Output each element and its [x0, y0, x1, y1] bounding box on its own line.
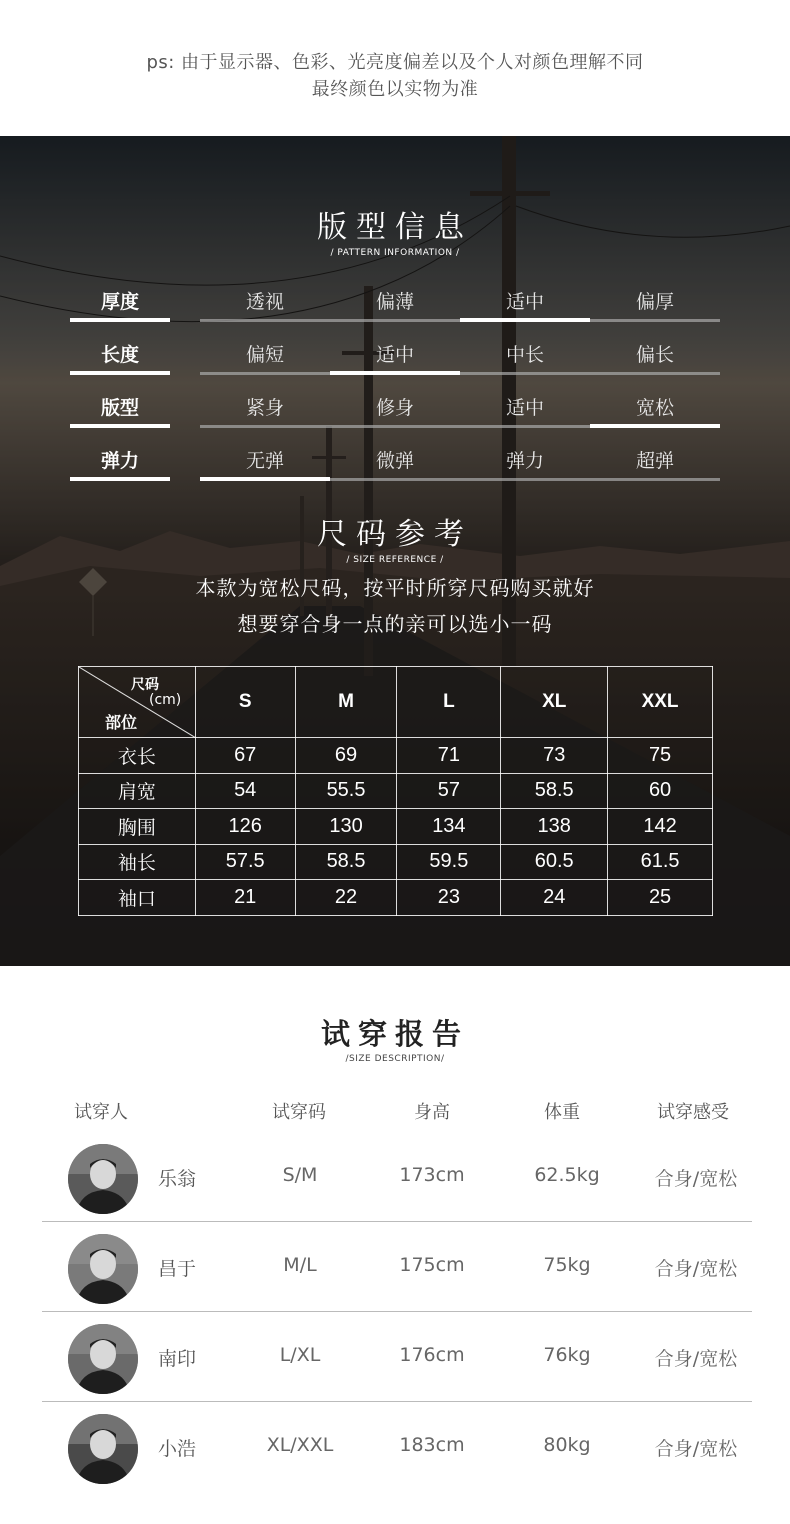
- pattern-option: 适中: [505, 291, 544, 313]
- try-on-report-title: 试穿报告: [320, 1017, 469, 1051]
- pattern-info-title: 版型信息: [317, 210, 473, 245]
- pattern-label-underline: [70, 371, 170, 375]
- size-advice-line-2: 想要穿合身一点的亲可以选小一码: [237, 612, 553, 636]
- pattern-option: 适中: [505, 397, 544, 419]
- pattern-row-label: 长度: [100, 344, 139, 366]
- measurement-value: 25: [608, 880, 713, 916]
- size-advice-line-1: 本款为宽松尺码，按平时所穿尺码购买就好: [195, 576, 595, 600]
- measurement-value: 126: [195, 809, 295, 845]
- measurement-value: 55.5: [295, 773, 397, 809]
- measurement-value: 22: [295, 880, 397, 916]
- measurement-value: 69: [295, 738, 397, 774]
- pattern-option: 中长: [505, 344, 544, 366]
- tester-height: 175cm: [399, 1254, 465, 1276]
- tester-name: 昌于: [158, 1258, 197, 1280]
- pattern-row-label: 弹力: [100, 450, 139, 472]
- tester-feel: 合身/宽松: [654, 1258, 738, 1280]
- tester-row: [42, 1402, 752, 1492]
- pattern-info-grid: [70, 281, 720, 493]
- pattern-option: 紧身: [245, 397, 284, 419]
- pattern-row: [70, 334, 720, 387]
- tester-height: 176cm: [399, 1344, 465, 1366]
- tester-size: L/XL: [279, 1344, 321, 1366]
- tester-size: M/L: [283, 1254, 317, 1276]
- pattern-row: [70, 281, 720, 334]
- pattern-label-underline: [70, 424, 170, 428]
- tester-weight: 75kg: [543, 1254, 591, 1276]
- pattern-scale-track: [200, 372, 720, 375]
- tester-avatar: [68, 1234, 138, 1304]
- measurement-value: 59.5: [397, 844, 501, 880]
- pattern-selected-marker: [330, 371, 460, 375]
- pattern-row-label: 版型: [100, 397, 139, 419]
- size-table-row: [79, 773, 713, 809]
- measurement-value: 73: [501, 738, 608, 774]
- tester-row: [42, 1132, 752, 1222]
- table-corner-cell: [79, 667, 196, 738]
- size-info-panel: [0, 136, 790, 966]
- pattern-option: 适中: [375, 344, 414, 366]
- pattern-option: 偏厚: [635, 291, 674, 313]
- size-column-header: XXL: [608, 667, 713, 738]
- corner-unit-label: (cm): [149, 692, 182, 708]
- size-table-row: [79, 809, 713, 845]
- size-reference-heading: [0, 509, 790, 565]
- measurement-part: 袖长: [79, 844, 196, 880]
- tester-size: XL/XXL: [266, 1434, 334, 1456]
- tester-feel: 合身/宽松: [654, 1438, 738, 1460]
- tester-weight: 80kg: [543, 1434, 591, 1456]
- pattern-info-subtitle: / PATTERN INFORMATION /: [330, 248, 460, 258]
- size-reference-title: 尺码参考: [317, 517, 473, 552]
- pattern-selected-marker: [590, 424, 720, 428]
- pattern-row: [70, 387, 720, 440]
- size-chart-table: [78, 666, 713, 916]
- color-disclaimer: [0, 0, 790, 136]
- measurement-value: 134: [397, 809, 501, 845]
- disclaimer-line-2: 最终颜色以实物为准: [311, 79, 479, 100]
- tester-avatar: [68, 1324, 138, 1394]
- tester-name: 南印: [158, 1348, 197, 1370]
- pattern-selected-marker: [200, 477, 330, 481]
- tester-size: S/M: [282, 1164, 318, 1186]
- disclaimer-line-1: ps: 由于显示器、色彩、光亮度偏差以及个人对颜色理解不同: [146, 52, 644, 73]
- size-table-row: [79, 844, 713, 880]
- tester-height: 173cm: [399, 1164, 465, 1186]
- header-height: 身高: [414, 1102, 450, 1123]
- measurement-value: 21: [195, 880, 295, 916]
- header-tester: 试穿人: [74, 1102, 128, 1123]
- measurement-value: 24: [501, 880, 608, 916]
- measurement-value: 138: [501, 809, 608, 845]
- measurement-value: 61.5: [608, 844, 713, 880]
- size-column-header: XL: [501, 667, 608, 738]
- pattern-info-heading: [0, 202, 790, 258]
- tester-height: 183cm: [399, 1434, 465, 1456]
- size-reference-subtitle: / SIZE REFERENCE /: [346, 555, 444, 565]
- measurement-value: 57.5: [195, 844, 295, 880]
- measurement-value: 58.5: [295, 844, 397, 880]
- header-feeling: 试穿感受: [657, 1102, 729, 1123]
- try-on-report-heading: [0, 1012, 790, 1064]
- tester-name: 乐翁: [158, 1168, 197, 1190]
- measurement-value: 58.5: [501, 773, 608, 809]
- pattern-option: 偏短: [245, 344, 284, 366]
- pattern-option: 弹力: [505, 450, 544, 472]
- pattern-option: 微弹: [375, 450, 414, 472]
- measurement-value: 71: [397, 738, 501, 774]
- tester-name: 小浩: [158, 1438, 197, 1460]
- measurement-value: 67: [195, 738, 295, 774]
- tester-row: [42, 1312, 752, 1402]
- pattern-selected-marker: [460, 318, 590, 322]
- measurement-part: 胸围: [79, 809, 196, 845]
- header-size: 试穿码: [272, 1102, 326, 1123]
- pattern-option: 宽松: [635, 397, 674, 419]
- pattern-option: 超弹: [635, 450, 674, 472]
- corner-size-label: 尺码: [131, 677, 159, 693]
- tester-row: [42, 1222, 752, 1312]
- pattern-option: 偏薄: [375, 291, 414, 313]
- measurement-part: 肩宽: [79, 773, 196, 809]
- measurement-value: 60: [608, 773, 713, 809]
- measurement-value: 60.5: [501, 844, 608, 880]
- pattern-row-label: 厚度: [100, 291, 139, 313]
- size-column-header: S: [195, 667, 295, 738]
- size-column-header: M: [295, 667, 397, 738]
- pattern-option: 修身: [375, 397, 414, 419]
- measurement-value: 142: [608, 809, 713, 845]
- corner-part-label: 部位: [105, 713, 138, 732]
- pattern-option: 透视: [245, 291, 284, 313]
- tester-feel: 合身/宽松: [654, 1168, 738, 1190]
- size-table-row: [79, 738, 713, 774]
- measurement-part: 袖口: [79, 880, 196, 916]
- pattern-label-underline: [70, 318, 170, 322]
- size-column-header: L: [397, 667, 501, 738]
- try-on-report-subtitle: /SIZE DESCRIPTION/: [345, 1054, 445, 1064]
- pattern-label-underline: [70, 477, 170, 481]
- tester-feel: 合身/宽松: [654, 1348, 738, 1370]
- measurement-part: 衣长: [79, 738, 196, 774]
- size-table-row: [79, 880, 713, 916]
- measurement-value: 57: [397, 773, 501, 809]
- pattern-row: [70, 440, 720, 493]
- measurement-value: 54: [195, 773, 295, 809]
- measurement-value: 75: [608, 738, 713, 774]
- measurement-value: 23: [397, 880, 501, 916]
- tester-avatar: [68, 1414, 138, 1484]
- tester-weight: 76kg: [543, 1344, 591, 1366]
- pattern-option: 偏长: [635, 344, 674, 366]
- tester-avatar: [68, 1144, 138, 1214]
- header-weight: 体重: [544, 1102, 580, 1123]
- measurement-value: 130: [295, 809, 397, 845]
- tester-weight: 62.5kg: [534, 1164, 600, 1186]
- pattern-option: 无弹: [245, 450, 284, 472]
